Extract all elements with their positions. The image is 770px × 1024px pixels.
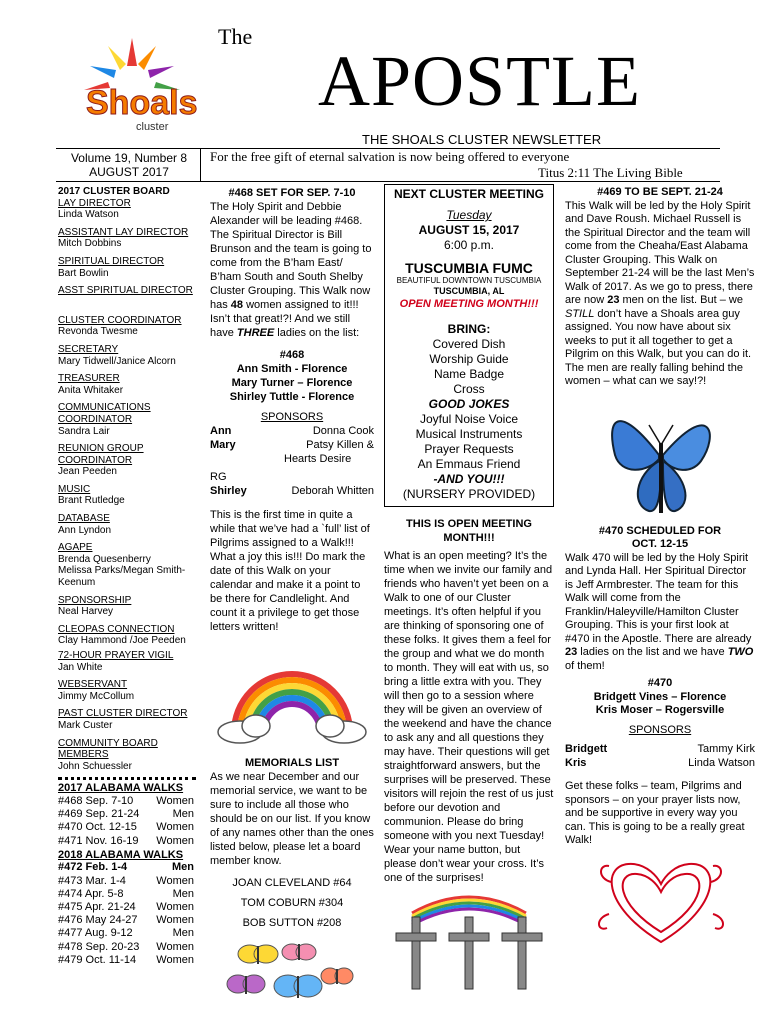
cross-icon <box>396 917 436 989</box>
bring-item: An Emmaus Friend <box>417 457 521 471</box>
role-name: John Schuessler <box>58 760 132 772</box>
meeting-place-sub: BEAUTIFUL DOWNTOWN TUSCUMBIA <box>396 276 542 285</box>
bring-item: Prayer Requests <box>424 442 514 456</box>
sponsor-row: Hearts Desire <box>284 453 352 465</box>
open-meeting-heading: THIS IS OPEN MEETING MONTH!!! <box>406 518 532 544</box>
list-item: #476 May 24-27 Women <box>58 914 194 927</box>
issue-info <box>58 151 200 179</box>
role-name: Mitch Dobbins <box>58 238 122 250</box>
walks-2018-title: 2018 ALABAMA WALKS <box>58 848 184 861</box>
bring-item: Joyful Noise Voice <box>419 412 519 426</box>
meeting-time: 6:00 p.m. <box>443 238 495 252</box>
walks-2017-title: 2017 ALABAMA WALKS <box>58 782 184 795</box>
role-music: MUSIC <box>58 483 91 495</box>
bring-item: Cross <box>453 382 485 396</box>
role-cleopas: CLEOPAS CONNECTION <box>58 623 175 635</box>
list-item: #474 Apr. 5-8 Men <box>58 887 194 900</box>
list-item: #468 Sep. 7-10 Women <box>58 794 194 807</box>
cross-icon <box>502 917 542 989</box>
bring-item: Musical Instruments <box>415 427 523 441</box>
walk-469-heading: #469 TO BE SEPT. 21-24 <box>597 186 723 198</box>
bring-item: Covered Dish <box>432 337 506 351</box>
walks-2017-list <box>58 795 200 848</box>
walk-468-body: The Holy Spirit and Debbie Alexander will be leading #468. The Spiritual Director is Bill Brunson and the team is going to come from the B’ham East/ B’ham South and South Shelby Cluster Grouping. This Walk now has 48 women assigned to it!!! Isn’t that great!?! And we still have THREE ladies on the list: <box>210 201 372 339</box>
pilgrim-name: Ann Smith - Florence <box>236 363 348 375</box>
list-item: #478 Sep. 20-23 Women <box>58 940 194 953</box>
walk-470-number: #470 <box>647 677 673 689</box>
role-name: Linda Watson <box>58 209 119 221</box>
list-item: #473 Mar. 1-4 Women <box>58 874 194 887</box>
masthead-the: The <box>218 24 253 49</box>
memorial-name: JOAN CLEVELAND #64 <box>232 877 352 889</box>
role-name: Brenda Quesenberry <box>58 553 151 565</box>
pilgrim-name: Shirley Tuttle - Florence <box>229 391 355 403</box>
bring-item: Worship Guide <box>429 352 509 366</box>
role-secretary: SECRETARY <box>58 343 119 355</box>
role-reunion-group: REUNION GROUP COORDINATOR <box>58 443 144 466</box>
newsletter-subtitle: THE SHOALS CLUSTER NEWSLETTER <box>362 132 602 147</box>
sponsors-heading: SPONSORS <box>628 723 692 736</box>
butterfly-icon <box>321 968 353 984</box>
butterfly-illustration <box>565 395 755 525</box>
cluster-board-column <box>58 186 200 967</box>
pilgrim-name: Bridgett Vines – Florence <box>593 690 727 703</box>
role-name: Mary Tidwell/Janice Alcorn <box>58 355 176 367</box>
walk-470-closing: Get these folks – team, Pilgrims and sponsors – on your prayer lists now, and be supportive in every way you can. This is going to be a really great Walk! <box>565 780 745 846</box>
role-treasurer: TREASURER <box>58 373 120 385</box>
role-lay-director: LAY DIRECTOR <box>58 197 131 209</box>
role-past-director: PAST CLUSTER DIRECTOR <box>58 708 188 720</box>
bring-item: Name Badge <box>433 367 505 381</box>
dotted-divider <box>58 777 196 780</box>
role-name: Revonda Twesme <box>58 326 138 338</box>
role-webservant: WEBSERVANT <box>58 679 128 691</box>
open-meeting-month: OPEN MEETING MONTH!!! <box>399 298 539 310</box>
role-prayer-vigil: 72-HOUR PRAYER VIGIL <box>58 650 174 661</box>
walk-470-body: Walk 470 will be led by the Holy Spirit and Lynda Hall. Her Spiritual Director is Jeff Armbrester. The team for this Walk will come from the Franklin/Haleyville/Hamilton Cluster Grouping. This is your first look at #470 in the Apostle. There are already 23 ladies on the list and we have TWO of them! <box>565 551 754 672</box>
role-spiritual-director: SPIRITUAL DIRECTOR <box>58 255 165 267</box>
rainbow-illustration <box>210 640 374 750</box>
role-name: Jan White <box>58 661 103 673</box>
role-sponsorship: SPONSORSHIP <box>58 594 132 606</box>
butterfly-icon <box>612 421 710 513</box>
walk-468-column <box>210 186 374 1006</box>
role-name: Anita Whitaker <box>58 384 124 396</box>
role-name: Neal Harvey <box>58 606 114 618</box>
meeting-place: TUSCUMBIA FUMC <box>405 260 533 276</box>
sponsor-row: Bridgett Tammy Kirk <box>565 743 755 755</box>
walk-470-heading: #470 SCHEDULED FOR OCT. 12-15 <box>598 524 722 550</box>
memorials-heading: MEMORIALS LIST <box>244 757 340 769</box>
sponsor-row: Mary Patsy Killen & <box>210 439 374 451</box>
role-name: Clay Hammond /Joe Peeden <box>58 635 186 647</box>
and-you: -AND YOU!!! <box>433 472 505 486</box>
role-name: Jean Peeden <box>58 466 117 478</box>
meeting-day: Tuesday <box>446 208 492 222</box>
butterfly-icon <box>238 945 278 964</box>
divider <box>56 181 720 182</box>
role-name: Jimmy McCollum <box>58 690 135 702</box>
svg-text:cluster: cluster <box>136 121 169 133</box>
butterfly-icon <box>274 975 322 998</box>
role-community-board: COMMUNITY BOARD MEMBERS <box>58 737 158 761</box>
list-item: #471 Nov. 16-19 Women <box>58 834 194 847</box>
role-asst-spiritual-director: ASST SPIRITUAL DIRECTOR <box>58 285 193 297</box>
butterfly-icon <box>227 975 265 994</box>
meeting-city: TUSCUMBIA, AL <box>433 286 505 296</box>
sponsor-row: Ann Donna Cook <box>210 425 374 437</box>
role-agape: AGAPE <box>58 542 93 554</box>
meeting-heading: NEXT CLUSTER MEETING <box>393 187 544 201</box>
walk-469-470-column <box>565 186 755 952</box>
pilgrim-name: Kris Moser – Rogersville <box>595 704 725 716</box>
meeting-date: AUGUST 15, 2017 <box>418 223 520 237</box>
list-item: #470 Oct. 12-15 Women <box>58 821 194 834</box>
butterflies-illustration <box>210 936 374 1006</box>
walk-468-number: #468 <box>279 349 305 361</box>
heart-icon <box>599 863 723 941</box>
issue-date: AUGUST 2017 <box>89 165 169 179</box>
list-item: #475 Apr. 21-24 Women <box>58 900 194 913</box>
board-role-list <box>58 198 200 773</box>
open-meeting-body: What is an open meeting? It’s the time when we invite our family and friends who haven’t yet been on a Walk to one of our Cluster meetings. It’s often helpful if you are thinking of sponsoring one of these folks. It gives them a feel for the group and what we do month to month. They will eat with us, so bring a little extra with you. They will then go to a session where they will be given an overview of the weekend and have the chance to ask any and all questions they may have. Their questions will get straightforward answers, but the surprises will be preserved. These visitors will rejoin the rest of us just before our devotion and communion. Please do bring someone with you next Tuesday! Wear your name button, but please don’t wear your cross. It’s one of the surprises! <box>384 550 554 884</box>
sponsor-row: Kris Linda Watson <box>565 756 755 769</box>
heart-illustration <box>565 852 755 952</box>
walk-468-heading: #468 SET FOR SEP. 7-10 <box>228 187 356 199</box>
board-title: 2017 CLUSTER BOARD <box>58 186 170 197</box>
bring-heading: BRING: <box>447 322 491 336</box>
meeting-column <box>384 184 554 997</box>
role-communications: COMMUNICATIONS COORDINATOR <box>58 402 151 425</box>
shoals-logo <box>78 36 198 136</box>
cross-icon <box>449 917 489 989</box>
sponsors-heading: SPONSORS <box>260 411 324 423</box>
svg-text:Shoals: Shoals <box>86 84 198 122</box>
masthead-title: APOSTLE <box>318 41 642 121</box>
sponsor-row: RG <box>210 471 227 483</box>
divider <box>200 148 201 182</box>
crosses-illustration <box>384 887 554 997</box>
nursery-note: (NURSERY PROVIDED) <box>402 487 536 501</box>
bring-item-jokes: GOOD JOKES <box>428 397 510 411</box>
list-item: #477 Aug. 9-12 Men <box>58 927 194 940</box>
role-name: Ann Lyndon <box>58 524 112 536</box>
memorial-name: BOB SUTTON #208 <box>242 917 342 929</box>
role-name: Brant Rutledge <box>58 495 125 507</box>
list-item: #472 Feb. 1-4 Men <box>58 861 194 874</box>
sponsor-row: Shirley Deborah Whitten <box>210 485 374 497</box>
role-name: Melissa Parks/Megan Smith-Keenum <box>58 565 186 589</box>
walk-469-body: This Walk will be led by the Holy Spirit and Dave Roush. Michael Russell is the Spiritual Director and the team will come from the Cheaha/East Alabama Cluster Grouping. This Walk on September 21-24 will be the last Men’s Walk of 2017. As we go to press, there are now 23 men on the list. But – we STILL don’t have a Shoals area guy assigned. You now have about six weeks to put it all together to get a Pilgrim on this Walk, but you can do it. The men are really falling behind the women – what can we say!?! <box>565 199 755 387</box>
volume-number: Volume 19, Number 8 <box>70 151 188 165</box>
scripture-reference: Titus 2:11 The Living Bible <box>538 165 683 180</box>
role-name: Bart Bowlin <box>58 267 109 279</box>
role-name: Sandra Lair <box>58 425 110 437</box>
memorials-body: As we near December and our memorial service, we want to be sure to include all those who should be on our list. If you know of any names other than the ones listed below, please let a board member know. <box>210 771 374 867</box>
memorial-name: TOM COBURN #304 <box>240 897 344 909</box>
pilgrim-name: Mary Turner – Florence <box>231 377 353 389</box>
sun-rays-icon <box>84 38 180 90</box>
walks-2018-list <box>58 861 200 967</box>
list-item: #469 Sep. 21-24 Men <box>58 808 194 821</box>
next-meeting-box <box>384 184 554 507</box>
role-asst-lay-director: ASSISTANT LAY DIRECTOR <box>58 226 189 238</box>
list-item: #479 Oct. 11-14 Women <box>58 953 194 966</box>
scripture-verse: For the free gift of eternal salvation is now being offered to everyone <box>210 149 570 164</box>
role-name: Mark Custer <box>58 719 113 731</box>
role-cluster-coordinator: CLUSTER COORDINATOR <box>58 314 182 326</box>
role-database: DATABASE <box>58 513 110 525</box>
walk-468-closing: This is the first time in quite a while that we’ve had a `full’ list of Pilgrims assigned to a Walk!!! What a joy this is!!! Do mark the date of this Walk on your calendar and make it a point to be there for Candlelight. And count it a privilege to get those letters written! <box>210 509 370 633</box>
butterfly-icon <box>282 944 316 960</box>
